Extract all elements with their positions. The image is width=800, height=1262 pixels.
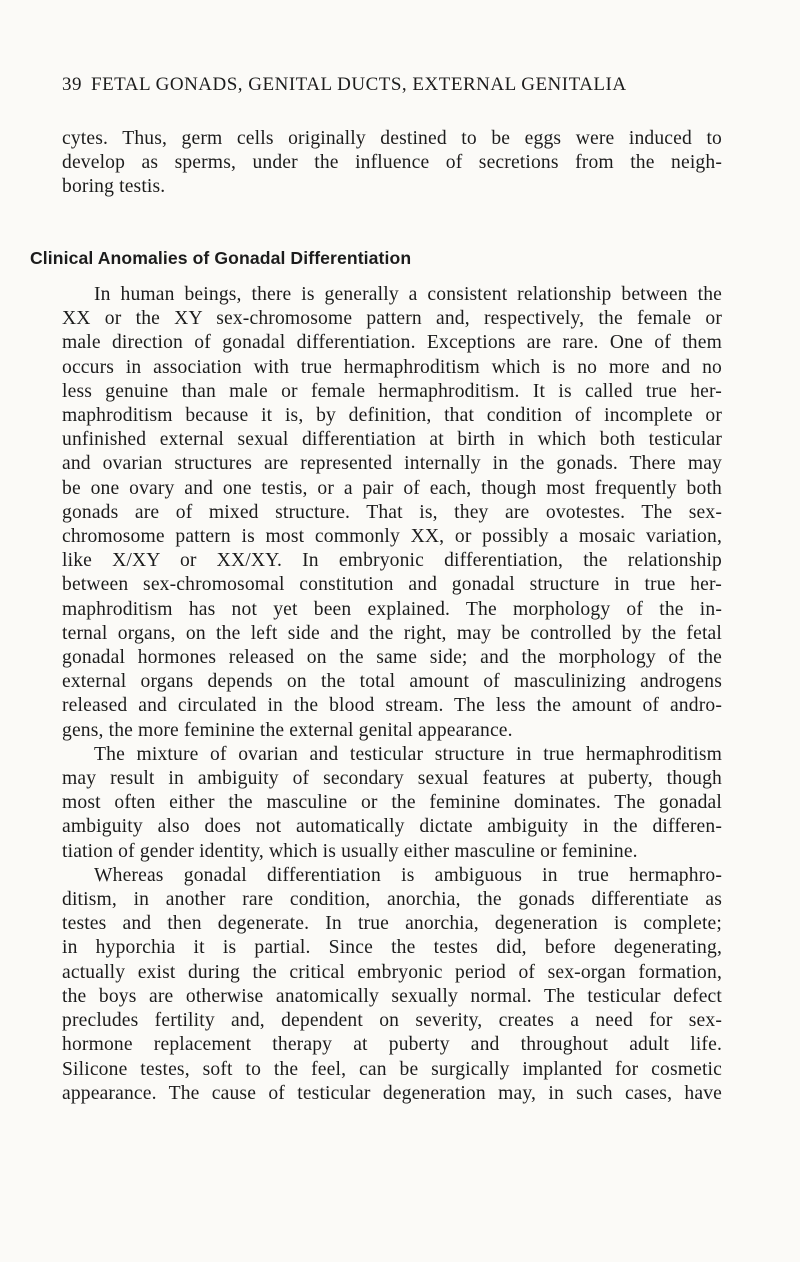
section-heading: Clinical Anomalies of Gonadal Differentiation [30, 248, 412, 268]
text-line: develop as sperms, under the influence of secretions from the neigh- [62, 152, 722, 174]
intro-paragraph [62, 127, 722, 200]
text-line: cytes. Thus, germ cells originally destined to be eggs were induced to [62, 128, 722, 149]
text-line: chromosome pattern is most commonly XX, or possibly a mosaic variation, [62, 526, 722, 548]
text-line: gens, the more feminine the external genital appearance. [62, 719, 513, 741]
running-head [62, 74, 627, 96]
text-line: ambiguity also does not automatically dictate ambiguity in the differen- [62, 816, 722, 838]
text-line: ditism, in another rare condition, anorchia, the gonads differentiate as [62, 889, 722, 911]
text-line: Whereas gonadal differentiation is ambiguous in true hermaphro- [94, 864, 722, 886]
text-line: XX or the XY sex-chromosome pattern and, respectively, the female or [62, 308, 722, 330]
text-line: gonadal hormones released on the same side; and the morphology of the [62, 647, 722, 669]
text-line: testes and then degenerate. In true anorchia, degeneration is complete; [62, 913, 722, 935]
text-line: the boys are otherwise anatomically sexually normal. The testicular defect [62, 985, 722, 1007]
text-line: most often either the masculine or the feminine dominates. The gonadal [62, 792, 722, 814]
text-line: ternal organs, on the left side and the right, may be controlled by the fetal [62, 622, 722, 644]
text-line: Silicone testes, soft to the feel, can be surgically implanted for cosmetic [62, 1058, 722, 1080]
text-line: hormone replacement therapy at puberty and throughout adult life. [62, 1034, 722, 1056]
text-line: maphroditism has not yet been explained. The morphology of the in- [62, 598, 722, 620]
section-body [62, 283, 722, 1106]
text-line: boring testis. [62, 176, 166, 198]
text-line: in hyporchia it is partial. Since the testes did, before degenerating, [62, 937, 722, 959]
text-line: like X/XY or XX/XY. In embryonic differentiation, the relationship [62, 550, 722, 572]
text-line: maphroditism because it is, by definition, that condition of incomplete or [62, 405, 722, 427]
text-line: may result in ambiguity of secondary sexual features at puberty, though [62, 768, 722, 790]
text-line: occurs in association with true hermaphroditism which is no more and no [62, 356, 722, 378]
page-number: 39 [62, 74, 82, 95]
text-line: be one ovary and one testis, or a pair of each, though most frequently both [62, 477, 722, 499]
text-line: The mixture of ovarian and testicular structure in true hermaphroditism [94, 743, 722, 765]
text-line: released and circulated in the blood stream. The less the amount of andro- [62, 695, 722, 717]
text-line: and ovarian structures are represented internally in the gonads. There may [62, 453, 722, 475]
text-line: gonads are of mixed structure. That is, they are ovotestes. The sex- [62, 501, 722, 523]
text-line: In human beings, there is generally a consistent relationship between the [94, 284, 722, 305]
text-line: appearance. The cause of testicular degeneration may, in such cases, have [62, 1082, 722, 1104]
text-line: external organs depends on the total amount of masculinizing androgens [62, 671, 722, 693]
text-line: less genuine than male or female hermaphroditism. It is called true her- [62, 380, 722, 402]
text-line: male direction of gonadal differentiation. Exceptions are rare. One of them [62, 332, 722, 354]
running-title: FETAL GONADS, GENITAL DUCTS, EXTERNAL GENITALIA [91, 74, 627, 95]
text-line: unfinished external sexual differentiation at birth in which both testicular [62, 429, 722, 451]
text-line: between sex-chromosomal constitution and gonadal structure in true her- [62, 574, 722, 596]
text-line: precludes fertility and, dependent on severity, creates a need for sex- [62, 1010, 722, 1032]
text-line: tiation of gender identity, which is usually either masculine or feminine. [62, 840, 638, 862]
text-line: actually exist during the critical embryonic period of sex-organ formation, [62, 961, 722, 983]
